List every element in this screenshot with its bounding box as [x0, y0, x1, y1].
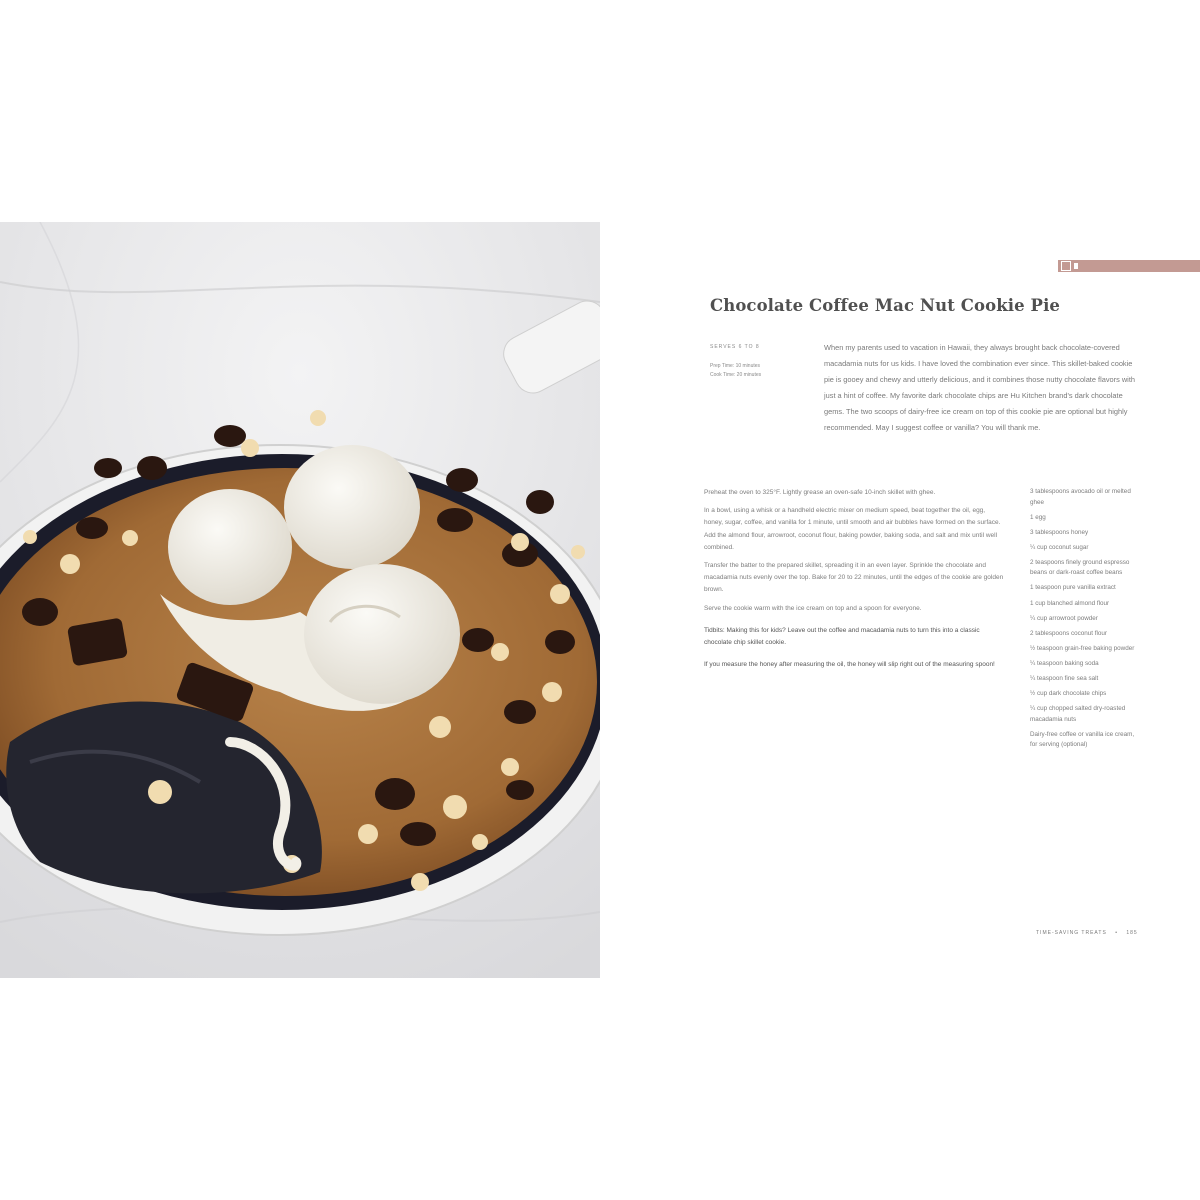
ingredient-item: Dairy-free coffee or vanilla ice cream, for serving (optional): [1030, 730, 1135, 749]
method-step: Transfer the batter to the prepared skillet, spreading it in an even layer. Sprinkle the chocolate and macadamia nuts evenly over the top. Bake for 20 to 22 minutes, until the edges of the cookie are golden brown.: [704, 562, 1004, 594]
ingredient-item: 2 tablespoons coconut flour: [1030, 629, 1108, 637]
page-number: 185: [1126, 930, 1138, 936]
recipe-meta: [710, 343, 810, 380]
method-step: Serve the cookie warm with the ice cream on top and a spoon for everyone.: [704, 604, 922, 612]
ingredient-item: 3 tablespoons honey: [1030, 528, 1089, 536]
cookie-pie-illustration: [0, 222, 600, 978]
cook-time: Cook Time: 20 minutes: [710, 372, 762, 378]
footer-separator: •: [1115, 930, 1118, 936]
ingredient-item: 1 cup blanched almond flour: [1030, 599, 1110, 607]
ingredient-item: ¼ cup chopped salted dry-roasted macadamia nuts: [1030, 705, 1126, 723]
page-footer: [1036, 930, 1144, 936]
footer-section: TIME-SAVING TREATS: [1036, 930, 1107, 936]
method-step: In a bowl, using a whisk or a handheld electric mixer on medium speed, beat together the oil, egg, honey, sugar, coffee, and vanilla for 1 minute, until smooth and air bubbles have formed on the surface. Add the almond flour, arrowroot, coconut flour, baking powder, baking soda, and salt and mix until well combined.: [704, 507, 1001, 551]
recipe-note: If you measure the honey after measuring the oil, the honey will slip right out of the measuring spoon!: [704, 661, 995, 669]
serves-label: SERVES 6 TO 8: [710, 344, 760, 350]
chapter-tab-icon: [1061, 261, 1071, 271]
ingredient-item: 2 teaspoons finely ground espresso beans or dark-roast coffee beans: [1030, 558, 1130, 577]
ingredient-item: ¼ cup arrowroot powder: [1030, 614, 1098, 622]
ingredient-item: ¼ cup coconut sugar: [1030, 543, 1089, 551]
ingredient-item: ½ cup dark chocolate chips: [1030, 690, 1107, 698]
chapter-tab-marker: [1058, 260, 1200, 272]
ingredient-list: [1030, 487, 1140, 755]
ingredient-item: 1 teaspoon pure vanilla extract: [1030, 584, 1116, 592]
ingredient-item: 3 tablespoons avocado oil or melted ghee: [1030, 488, 1131, 506]
chapter-tab-dot: [1074, 263, 1078, 269]
ingredient-item: ½ teaspoon grain-free baking powder: [1030, 644, 1135, 652]
prep-time: Prep Time: 10 minutes: [710, 363, 761, 369]
recipe-note: Tidbits: Making this for kids? Leave out the coffee and macadamia nuts to turn this into a classic chocolate chip skillet cookie.: [704, 626, 980, 647]
method-step: Preheat the oven to 325°F. Lightly grease an oven-safe 10-inch skillet with ghee.: [704, 489, 936, 496]
ingredient-item: ¼ teaspoon baking soda: [1030, 659, 1099, 667]
recipe-method: [704, 487, 1004, 681]
recipe-title: Chocolate Coffee Mac Nut Cookie Pie: [710, 296, 1061, 315]
recipe-intro: When my parents used to vacation in Hawaii, they always brought back chocolate-covered macadamia nuts for us kids. I have loved the combination ever since. This skillet-baked cookie pie is gooey and chewy and utterly delicious, and it combines those nutty chocolate flavors with just a hint of coffee. My favorite dark chocolate chips are Hu Kitchen brand's dark chocolate gems. The two scoops of dairy-free ice cream on top of this cookie pie are optional but highly recommended. May I suggest coffee or vanilla? You will thank me.: [824, 343, 1135, 432]
ingredient-item: ¼ teaspoon fine sea salt: [1030, 675, 1099, 683]
recipe-photo: [0, 222, 600, 978]
ingredient-item: 1 egg: [1030, 513, 1046, 521]
